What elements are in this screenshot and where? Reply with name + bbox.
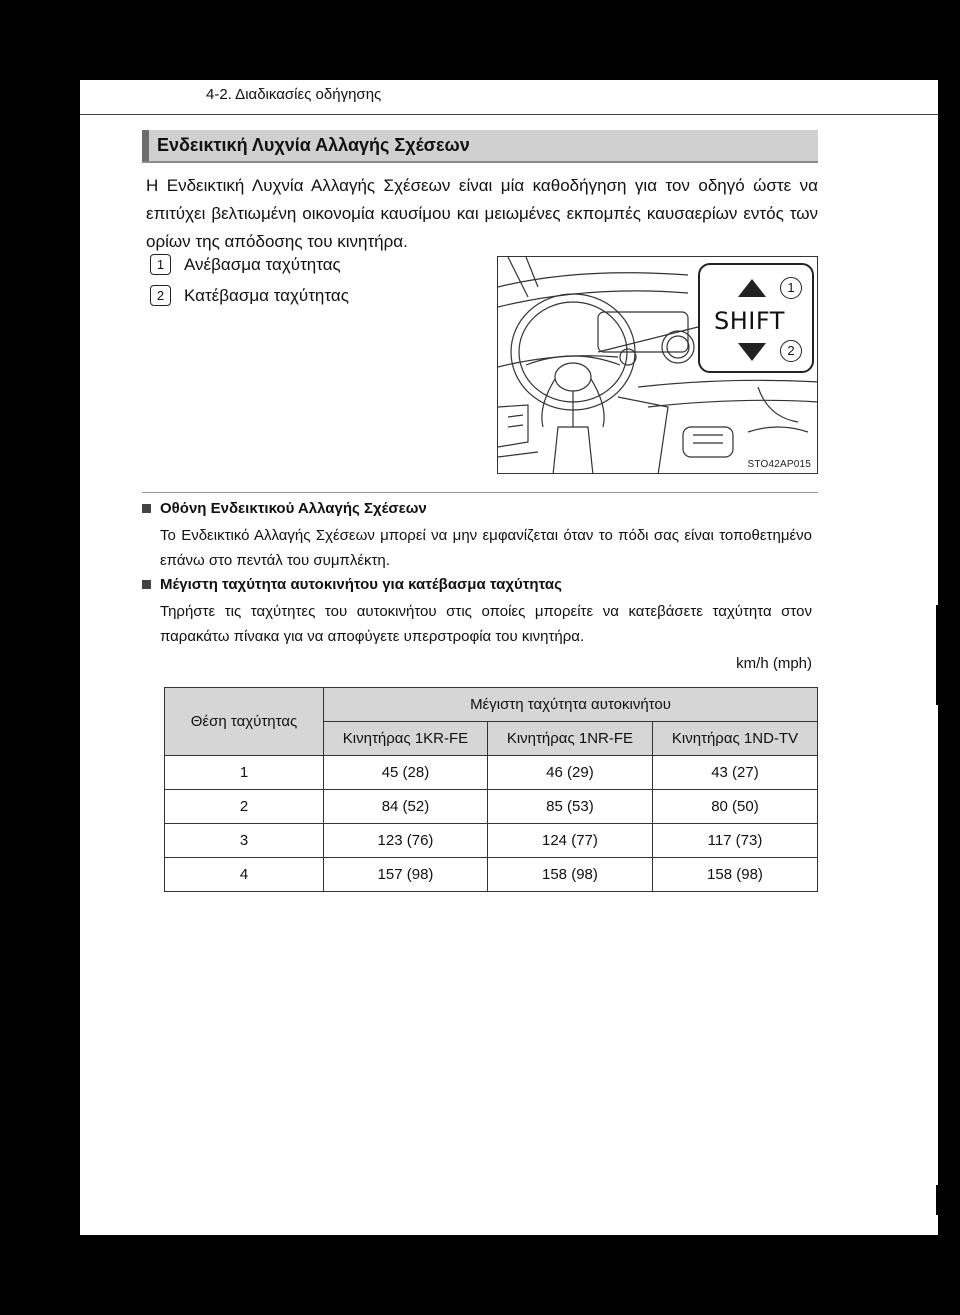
note-heading-display [142,500,427,517]
legend-number-badge: 2 [150,285,171,306]
table-cell: 117 (73) [652,824,817,858]
table-cell: 4 [165,858,324,892]
callout-number-up: 1 [780,277,802,299]
figure-id: STO42AP015 [747,459,811,470]
note-heading-text: Οθόνη Ενδεικτικού Αλλαγής Σχέσεων [160,500,427,517]
callout-number-down: 2 [780,340,802,362]
table-cell: 46 (29) [487,756,652,790]
crop-mark [938,115,941,129]
max-speed-table [164,687,818,892]
crop-mark [936,605,942,705]
table-header-engine: Κινητήρας 1KR-FE [324,722,488,756]
legend-label: Ανέβασμα ταχύτητας [184,254,341,274]
square-bullet-icon [142,504,151,513]
shift-indicator-callout [698,263,814,373]
table-cell: 157 (98) [324,858,488,892]
legend-item-upshift [150,254,341,275]
table-cell: 2 [165,790,324,824]
section-title: Ενδεικτική Λυχνία Αλλαγής Σχέσεων [142,130,818,161]
downshift-arrow-icon [738,343,766,361]
table-header-gear-position: Θέση ταχύτητας [165,688,324,756]
table-row [165,858,818,892]
note-heading-max-speed [142,576,562,593]
table-cell: 43 (27) [652,756,817,790]
table-unit-label: km/h (mph) [736,655,812,672]
table-header-engine: Κινητήρας 1NR-FE [487,722,652,756]
upshift-arrow-icon [738,279,766,297]
note-text-max-speed: Τηρήστε τις ταχύτητες του αυτοκινήτου στις οποίες μπορείτε να κατεβάσετε ταχύτητα στον παρακάτω πίνακα για να αποφύγετε υπερστροφία του κινητήρα. [160,603,812,645]
table-header-max-speed: Μέγιστη ταχύτητα αυτοκινήτου [324,688,818,722]
table-row [165,824,818,858]
table-header-engine: Κινητήρας 1ND-TV [652,722,817,756]
manual-page [80,80,938,1235]
table-cell: 158 (98) [652,858,817,892]
table-row [165,790,818,824]
table-cell: 158 (98) [487,858,652,892]
note-text-display: Το Ενδεικτικό Αλλαγής Σχέσεων μπορεί να μην εμφανίζεται όταν το πόδι σας είναι τοποθετημένο επάνω στο πεντάλ του συμπλέκτη. [160,527,812,569]
table-cell: 45 (28) [324,756,488,790]
running-head: 4-2. Διαδικασίες οδήγησης [206,86,382,103]
title-underline [142,161,818,163]
legend-label: Κατέβασμα ταχύτητας [184,285,349,305]
dashboard-illustration [497,256,818,474]
table-cell: 1 [165,756,324,790]
table-cell: 3 [165,824,324,858]
table-cell: 124 (77) [487,824,652,858]
legend-item-downshift [150,285,349,306]
header-rule [80,114,938,115]
crop-mark [936,1185,942,1215]
note-heading-text: Μέγιστη ταχύτητα αυτοκινήτου για κατέβασμα ταχύτητας [160,576,562,593]
shift-label: SHIFT [714,307,785,335]
table-cell: 80 (50) [652,790,817,824]
legend-number-badge: 1 [150,254,171,275]
table-cell: 84 (52) [324,790,488,824]
table-cell: 123 (76) [324,824,488,858]
square-bullet-icon [142,580,151,589]
table-row [165,756,818,790]
section-separator [142,492,818,493]
intro-paragraph: Η Ενδεικτική Λυχνία Αλλαγής Σχέσεων είναι μία καθοδήγηση για τον οδηγό ώστε να επιτύχει βελτιωμένη οικονομία καυσίμου και μειωμένες εκπομπές καυσαερίων εντός των ορίων της απόδοσης του κινητήρα. [146,176,818,251]
table-cell: 85 (53) [487,790,652,824]
